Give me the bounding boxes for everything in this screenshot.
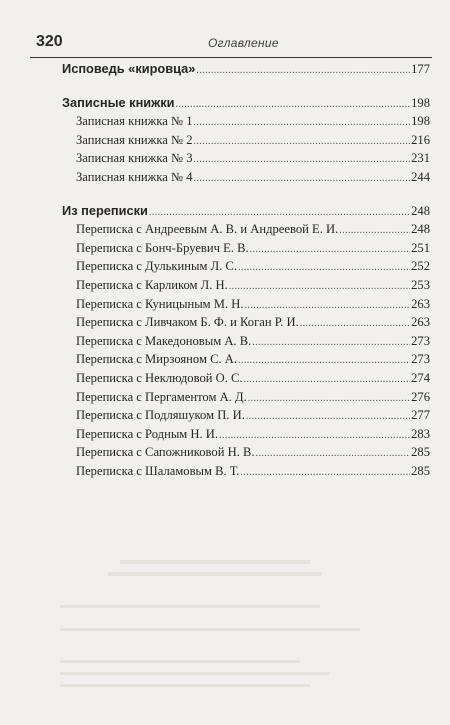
toc-entry bbox=[62, 425, 430, 444]
toc-group-correspondence bbox=[62, 202, 430, 481]
toc-entry-page: 198 bbox=[411, 114, 430, 129]
toc-entry-title: Переписка с Македоновым А. В. bbox=[76, 333, 252, 348]
toc-entry bbox=[62, 149, 430, 168]
toc-entry-title: Записная книжка № 2 bbox=[76, 132, 193, 147]
toc-entry-page: 273 bbox=[411, 333, 430, 348]
running-title: Оглавление bbox=[208, 36, 279, 50]
toc-entry-title: Переписка с Куницыным М. Н. bbox=[76, 296, 244, 311]
toc-entry-page: 285 bbox=[411, 463, 430, 478]
toc-entry-page: 273 bbox=[411, 352, 430, 367]
page-header bbox=[30, 33, 430, 59]
toc-entry bbox=[62, 295, 430, 314]
toc-entry-page: 251 bbox=[411, 240, 430, 255]
toc-section-entry bbox=[62, 202, 430, 221]
toc-entry-title: Переписка с Подляшуком П. И. bbox=[76, 408, 245, 423]
toc-entry-page: 244 bbox=[411, 169, 430, 184]
dot-leader bbox=[300, 315, 410, 334]
toc-entry-page: 277 bbox=[411, 408, 430, 423]
toc-entry-title: Из переписки bbox=[62, 202, 148, 218]
toc-entry bbox=[62, 313, 430, 332]
dot-leader bbox=[238, 352, 410, 371]
toc-entry-title: Исповедь «кировца» bbox=[62, 61, 196, 76]
toc-entry-page: 252 bbox=[411, 259, 430, 274]
dot-leader bbox=[194, 151, 411, 170]
toc-entry-page: 198 bbox=[411, 95, 430, 110]
toc-entry-title: Переписка с Карликом Л. Н. bbox=[76, 277, 228, 292]
dot-leader bbox=[248, 390, 410, 409]
toc-entry-page: 274 bbox=[411, 370, 430, 385]
toc-entry bbox=[62, 332, 430, 351]
toc-entry bbox=[62, 112, 430, 131]
toc-entry-title: Записные книжки bbox=[62, 94, 175, 110]
dot-leader bbox=[339, 222, 410, 241]
toc-entry-title: Переписка с Ливчаком Б. Ф. и Коган Р. И. bbox=[76, 315, 299, 330]
dot-leader bbox=[229, 278, 410, 297]
toc-entry bbox=[62, 462, 430, 481]
toc-entry-title: Переписка с Андреевым А. В. и Андреевой Е. И. bbox=[76, 222, 339, 237]
header-rule bbox=[30, 57, 432, 58]
dot-leader bbox=[256, 445, 411, 464]
table-of-contents bbox=[62, 60, 430, 480]
toc-section-entry bbox=[62, 60, 430, 79]
toc-entry bbox=[62, 220, 430, 239]
toc-entry bbox=[62, 239, 430, 258]
toc-entry-title: Записная книжка № 1 bbox=[76, 114, 193, 129]
dot-leader bbox=[240, 464, 410, 483]
toc-entry-title: Записная книжка № 4 bbox=[76, 169, 193, 184]
toc-group-notebooks bbox=[62, 94, 430, 187]
toc-entry-title: Переписка с Мирзояном С. А. bbox=[76, 352, 238, 367]
toc-entry-page: 285 bbox=[411, 445, 430, 460]
toc-entry-page: 253 bbox=[411, 277, 430, 292]
toc-entry-page: 276 bbox=[411, 389, 430, 404]
toc-entry-page: 248 bbox=[411, 203, 430, 218]
toc-entry bbox=[62, 168, 430, 187]
toc-entry bbox=[62, 276, 430, 295]
toc-entry-title: Записная книжка № 3 bbox=[76, 151, 193, 166]
toc-entry-page: 177 bbox=[411, 62, 430, 76]
dot-leader bbox=[196, 62, 410, 81]
toc-entry bbox=[62, 131, 430, 150]
dot-leader bbox=[250, 241, 410, 260]
dot-leader bbox=[194, 170, 411, 189]
toc-entry bbox=[62, 406, 430, 425]
toc-entry bbox=[62, 388, 430, 407]
toc-entry-page: 231 bbox=[411, 151, 430, 166]
toc-entry-title: Переписка с Дулькиным Л. С. bbox=[76, 259, 237, 274]
toc-entry-page: 216 bbox=[411, 132, 430, 147]
group-spacer bbox=[62, 79, 430, 94]
toc-entry-title: Переписка с Шаламовым В. Т. bbox=[76, 463, 240, 478]
toc-entry-page: 248 bbox=[411, 222, 430, 237]
toc-entry bbox=[62, 443, 430, 462]
toc-section-entry bbox=[62, 94, 430, 113]
dot-leader bbox=[238, 259, 410, 278]
dot-leader bbox=[176, 96, 411, 115]
toc-entry-title: Переписка с Бонч-Бруевич Е. В. bbox=[76, 240, 249, 255]
toc-entry-page: 263 bbox=[411, 315, 430, 330]
dot-leader bbox=[244, 371, 411, 390]
toc-entry-page: 263 bbox=[411, 296, 430, 311]
toc-entry-title: Переписка с Неклюдовой О. С. bbox=[76, 370, 243, 385]
group-spacer bbox=[62, 187, 430, 202]
toc-entry-title: Переписка с Родным Н. И. bbox=[76, 426, 219, 441]
toc-entry bbox=[62, 257, 430, 276]
toc-group-confession bbox=[62, 60, 430, 79]
page-number: 320 bbox=[36, 33, 63, 50]
toc-entry-title: Переписка с Сапожниковой Н. В. bbox=[76, 445, 255, 460]
dot-leader bbox=[194, 133, 411, 152]
toc-entry bbox=[62, 369, 430, 388]
toc-entry bbox=[62, 350, 430, 369]
dot-leader bbox=[252, 334, 410, 353]
toc-entry-page: 283 bbox=[411, 426, 430, 441]
toc-entry-title: Переписка с Пергаментом А. Д. bbox=[76, 389, 247, 404]
dot-leader bbox=[246, 408, 410, 427]
dot-leader bbox=[194, 114, 411, 133]
